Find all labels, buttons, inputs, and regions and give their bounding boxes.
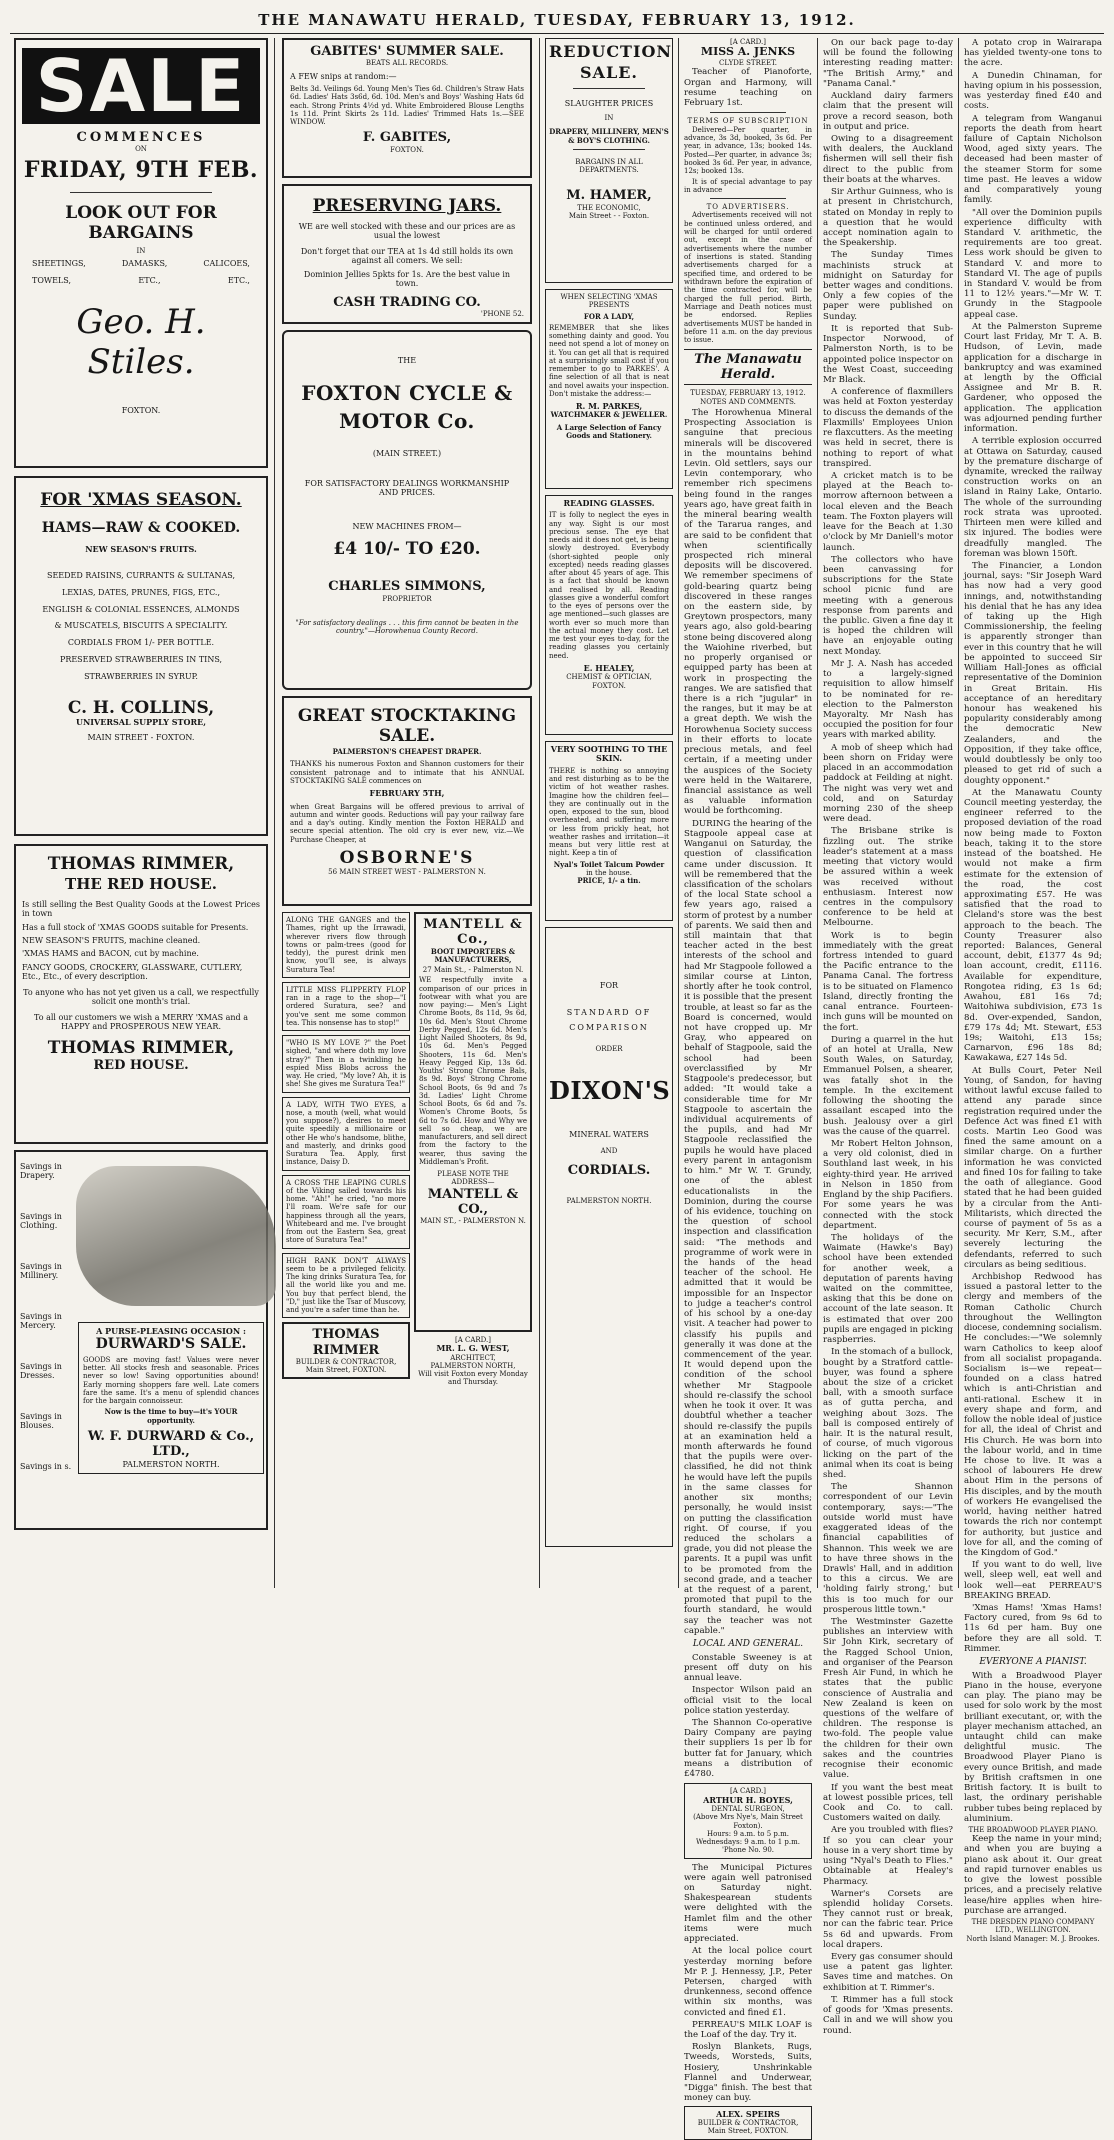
- column-4: [684, 38, 812, 2136]
- parkes-sub: WATCHMAKER & JEWELLER.: [550, 410, 668, 420]
- column-5: [823, 38, 953, 2036]
- col5-14: Mr Robert Helton Johnson, a very old colonist, died in Southland last week, in his eighty-third year. He arrived in Nelson in 1850 from England by the ship Pacifiers. For some years he was connected with the stock department.: [823, 1138, 953, 1231]
- gabites-ad: [282, 38, 532, 178]
- talcum-body: THERE is nothing so annoying and rest disturbing as to be the victim of hot weather rashes. Imagine how the children feel—they are continually out in the open, exposed to the sun, blood overheated, and suffering more or less from prickly heat, hot weather rashes and irritation—it means but very little rest at night. Keep a tin of: [549, 766, 669, 858]
- speirs-addr: Main Street, FOXTON.: [707, 2127, 789, 2136]
- collins-xmas-ad: [14, 476, 268, 836]
- local-general-heading: LOCAL AND GENERAL.: [692, 1639, 804, 1650]
- herald-paras-0: The Horowhenua Mineral Prospecting Association is sanguine that precious minerals will be discovered in the mountains behind Levin. Old settlers, says our Levin contemporary, who remember rich specimens being found in the ranges years ago, have great faith in the mineral bearing wealth of the Tararua ranges, and are said to be confident that when scientifically prospected rich mineral deposits will be discovered. We remember specimens of gold-bearing quartz being discovered in these ranges on the eastern side, by Greytown prospectors, many years ago, also gold-bearing stone being discovered along the Waiohine riverbed, but no properly organised or equipped party has been at work in prospecting the ranges. We are satisfied that there is a rich "jugular" in the ranges, but it may be at a great depth. We wish the Horowhenua Society success in their efforts to locate precious metals, and feel certain, if a meeting under the auspices of the Society were held in the Waitarere, financial assistance as well as valuable information would be forthcoming.: [684, 407, 812, 817]
- illustration-hand: [76, 1166, 276, 1306]
- rimmer-body-6: To all our customers we wish a MERRY 'XMAS and a HAPPY and PROSPEROUS NEW YEAR.: [34, 1012, 248, 1032]
- rimmer-sub: THE RED HOUSE.: [65, 875, 217, 894]
- mantell-please: PLEASE NOTE THE ADDRESS—: [437, 1170, 509, 1187]
- in-text: IN: [136, 246, 146, 255]
- healey-name: E. HEALEY,: [583, 662, 635, 673]
- terms-title: TERMS OF SUBSCRIPTION: [687, 117, 809, 126]
- durward-savings-2: Savings in Millinery.: [20, 1262, 62, 1281]
- pianist-body2: Keep the name in your mind; and when you are buying a piano ask about it. Our great and rapid turnover enables us to give the lowest possible prices, and a precisely relative lease/hire applies when hire-purchase are arranged.: [964, 1834, 1102, 1916]
- column-3: [545, 38, 673, 1588]
- talcum-inhouse: in the house.: [586, 868, 632, 877]
- collins-lines-1: LEXIAS, DATES, PRUNES, FIGS, ETC.,: [61, 587, 221, 597]
- durward-t1: A PURSE-PLEASING OCCASION :: [96, 1326, 246, 1336]
- mantell-ad: [414, 912, 532, 1387]
- cycle-name: FOXTON CYCLE & MOTOR Co.: [301, 381, 513, 434]
- col6-1: A Dunedin Chinaman, for having opium in his possession, was yesterday fined £40 and costs.: [964, 70, 1102, 112]
- stiles-sale-ad: [14, 38, 268, 468]
- suratura-items-2: "WHO IS MY LOVE ?" the Poet sighed, "and where doth my love stray?" Then in a twinkling he espied Miss Blobs across the way. He cried, "My love? Ah, it is she! She gives me Suratura Tea!": [282, 1035, 410, 1093]
- column-rule: [678, 38, 679, 1588]
- cash-trading-name: CASH TRADING CO.: [333, 294, 481, 310]
- dixon-name: DIXON'S: [549, 1076, 671, 1106]
- hamer-sub: THE ECONOMIC,: [577, 203, 641, 212]
- hamer-l3: DRAPERY, MILLINERY, MEN'S & BOY'S CLOTHING.: [549, 127, 669, 145]
- durward-body: GOODS are moving fast! Values were never better. All stocks fresh and seasonable. Prices never so low! Saving opportunities abound! Early morning shoppers fare well. Late comers fare the same. It's a menu of splendid chances for the bargain connoisseur.: [83, 1355, 259, 1406]
- preserving-title: PRESERVING JARS.: [312, 196, 502, 216]
- stiles-items-4: ETC.,: [138, 276, 161, 286]
- herald-localparas-6: Roslyn Blankets, Rugs, Tweeds, Worsteds, Suits, Hosiery, Unshrinkable Flannel and Underwear, "Digga" finish. The best that money can buy.: [684, 2042, 812, 2104]
- on-text: ON: [135, 145, 147, 154]
- rimmer-name-2: THOMAS RIMMER,: [47, 1037, 235, 1058]
- cycle-quote: "For satisfactory dealings . . . this firm cannot be beaten in the country."—Horowhenua County Record.: [295, 618, 519, 636]
- west-sub: ARCHITECT,: [450, 1353, 496, 1362]
- durward-now: Now is the time to buy—it's YOUR opportunity.: [104, 1407, 238, 1425]
- herald-localparas-1: Inspector Wilson paid an official visit to the local police station yesterday.: [684, 1685, 812, 1716]
- parkes-t1: WHEN SELECTING 'XMAS PRESENTS: [560, 293, 658, 310]
- healey-title: READING GLASSES.: [563, 498, 655, 508]
- jenks-street: CLYDE STREET.: [719, 59, 777, 68]
- durward-savings-3: Savings in Mercery.: [20, 1312, 62, 1331]
- rimmer2-addr: Main Street, FOXTON.: [305, 1366, 387, 1375]
- advertisers-body: Advertisements received will not be continued unless ordered, and will be charged for until ordered out, except in the case of advertisements where the number of insertions is stated. Standing advertisements charged for a specified time, and ordered to be withdrawn before the expiration of the time contracted for, will be charged the full period. Birth, Marriage and Death notices must be endorsed. Replies advertisements MUST be handed in before 11 a.m. on the day previous to issue.: [684, 211, 812, 345]
- sale-date: FRIDAY, 9TH FEB.: [23, 156, 259, 183]
- pianist-heading: EVERYONE A PIANIST.: [979, 1657, 1087, 1668]
- col6-5: A terrible explosion occurred at Ottawa on Saturday, caused by the premature discharge of dynamite, wrecked the railway construction works on an island in Rainy Lake, Ontario. The whole of the surrounding rock strata was uprooted. Thirteen men were killed and six injured. The bodies were dreadfully mangled. The foreman was blown 150ft.: [964, 436, 1102, 559]
- talcum-price: PRICE, 1/- a tin.: [577, 876, 641, 886]
- col5-7: A cricket match is to be played at the Beach to-morrow afternoon between a local eleven and the Beach team. The Foxton players will leave for the Beach at 1.30 o'clock by Mr Daniell's motor launch.: [823, 470, 953, 553]
- speirs-ad: [684, 2106, 812, 2140]
- pianist-sub: THE BROADWOOD PLAYER PIANO.: [968, 1826, 1098, 1835]
- osborne-sub: PALMERSTON'S CHEAPEST DRAPER.: [332, 747, 482, 757]
- col5-3: Sir Arthur Guinness, who is at present in Christchurch, stated on Monday in reply to a question that he would accept nomination again to the Speakership.: [823, 187, 953, 249]
- parkes-t2: FOR A LADY,: [583, 311, 635, 321]
- durward-title: DURWARD'S SALE.: [95, 1336, 247, 1353]
- rimmer-body-4: FANCY GOODS, CROCKERY, GLASSWARE, CUTLERY, Etc., Etc., of every description.: [22, 962, 243, 982]
- rimmer-builder-ad: [282, 1322, 410, 1379]
- suratura-items-5: HIGH RANK DON'T ALWAYS seem to be a privileged felicity. The king drinks Suratura Tea, for all the world like you and me. You buy that perfect blend, the "D," just like the Tsar of Muscovy, and you're a safer time than he.: [282, 1253, 410, 1319]
- lookout-text: LOOK OUT FOR BARGAINS: [65, 202, 217, 243]
- osborne-name: OSBORNE'S: [339, 847, 475, 868]
- col6-2: A telegram from Wanganui reports the death from heart failure of Captain Nicholson Wood, aged sixty years. The deceased had been master of the steamer Storm for some time past. He leaves a widow and comparatively young family.: [964, 113, 1102, 206]
- column-rule: [539, 38, 540, 1588]
- collins-lines-5: PRESERVED STRAWBERRIES IN TINS,: [59, 654, 223, 664]
- terms-body: Delivered—Per quarter, in advance, 3s 3d, booked, 3s 6d. Per year, in advance, 13s; booked 14s. Posted—Per quarter, in advance 3s; booked 3s 6d. Per year, in advance, 12s; booked 13s.: [684, 125, 812, 176]
- col6-6: The Financier, a London journal, says: "Sir Joseph Ward has now had a very good innings, and, notwithstanding his denial that he has any idea of taking up the High Commissionership, the feeling is apparently stronger than ever in this country that he will be appointed to succeed Sir William Hall-Jones as official representative of the Dominion in Great Britain. His acceptance of an hereditary honour has weakened his popularity considerably among the democratic New Zealanders, and the Opposition, if they take office, would doubtlessly be only too pleased to get rid of such a doughty opponent.": [964, 560, 1102, 786]
- west-card: [A CARD.]: [454, 1336, 491, 1344]
- rimmer-name: THOMAS RIMMER,: [47, 854, 235, 874]
- col5-4: The Sunday Times machinists struck at midnight on Saturday for better wages and conditions. Only a few copies of the paper were published on Sunday.: [823, 250, 953, 322]
- durward-savings-6: Savings in s.: [20, 1462, 72, 1471]
- boyes-addr: (Above Mrs Nye's, Main Street Foxton).: [693, 1813, 803, 1830]
- collins-lines-4: CORDIALS FROM 1/- PER BOTTLE.: [67, 638, 215, 648]
- herald-localparas-0: Constable Sweeney is at present off duty on his annual leave.: [684, 1652, 812, 1684]
- col5-18: The Westminster Gazette publishes an interview with Sir John Kirk, secretary of the Ragged School Union, and organiser of the Pearson Fresh Air Fund, in which he states that the public conscience of Australia and New Zealand is keen on questions of the welfare of children. The response is two-fold. The people value the children for their own sakes and the countries recognise their economic value.: [823, 1617, 953, 1781]
- osborne-stocktaking-ad: [282, 696, 532, 906]
- jenks-name: MISS A. JENKS: [700, 45, 796, 59]
- durward-place: PALMERSTON NORTH.: [122, 1459, 220, 1469]
- osborne-addr: 56 MAIN STREET WEST - PALMERSTON N.: [328, 867, 486, 876]
- collins-address: MAIN STREET - FOXTON.: [87, 733, 195, 743]
- sale-headline: SALE: [22, 48, 260, 124]
- collins-lines-2: ENGLISH & COLONIAL ESSENCES, ALMONDS: [42, 604, 240, 614]
- herald-localparas-5: PERREAU'S MILK LOAF is the Loaf of the day. Try it.: [684, 2019, 812, 2041]
- terms-note: It is of special advantage to pay in advance: [684, 177, 812, 194]
- boyes-hours: Hours: 9 a.m. to 5 p.m. Wednesdays: 9 a.m. to 1 p.m.: [696, 1829, 800, 1847]
- durward-savings-5: Savings in Blouses.: [20, 1412, 62, 1431]
- rimmer-body-3: 'XMAS HAMS and BACON, cut by machine.: [22, 949, 199, 959]
- osborne-title: GREAT STOCKTAKING SALE.: [297, 706, 517, 747]
- durward-text: [78, 1322, 264, 1474]
- mantell-addr2: MAIN ST., - PALMERSTON N.: [420, 1217, 526, 1226]
- durward-savings-0: Savings in Drapery.: [20, 1162, 62, 1181]
- col6-11: 'Xmas Hams! 'Xmas Hams! Factory cured, from 9s 6d to 11s 6d per ham. Buy one before they are all sold. T. Rimmer.: [964, 1603, 1102, 1654]
- gabites-beats: BEATS ALL RECORDS.: [365, 59, 449, 68]
- dixon-std: STANDARD OF COMPARISON: [566, 1008, 652, 1032]
- stiles-items-3: TOWELS,: [32, 276, 72, 286]
- durward-name: W. F. DURWARD & Co., LTD.,: [87, 1428, 255, 1460]
- boyes-name: ARTHUR H. BOYES,: [703, 1794, 793, 1805]
- suratura-items-4: A CROSS THE LEAPING CURLS of the Viking sailed towards his home. "Ah!" he cried, "no more I'll roam. We're safe for our happiness through all the years, Whitebeard and me. I've brought from out the Eastern Sea, great store of Suratura Tea!": [282, 1175, 410, 1249]
- column-6: [964, 38, 1102, 1943]
- rimmer-red-house-ad: [14, 844, 268, 1144]
- col6-8: At Bulls Court, Peter Neil Young, of Sandon, for having without lawful excuse failed to attend any parade since registration required under the Defence Act was fined £1 with costs. Martin Leo Good was fined the same amount on a similar charge. On a further information he was convicted and fined 10s for failing to take the oath of allegiance. Good stated that he had been guided by a circular from the Anti-Militarists, which directed the course of payment of 5s as a security. Mr Kerr, S.M., after severely lecturing the defendants, referred to such circulars as being seditious.: [964, 1065, 1102, 1270]
- boyes-card: [684, 1783, 812, 1858]
- rimmer2-name: THOMAS RIMMER: [312, 1327, 380, 1358]
- herald-notes: NOTES AND COMMENTS.: [700, 397, 796, 406]
- commences-text: COMMENCES: [76, 130, 206, 145]
- col5-6: A conference of flaxmillers was held at Foxton yesterday to discuss the demands of the Flaxmills' Employees Union re flaxcutters. As the meeting was held in secret, there is nothing to report of what transpired.: [823, 387, 953, 469]
- preserving-phone: 'PHONE 52.: [480, 310, 524, 318]
- col5-16: In the stomach of a bullock, bought by a Stratford cattle-buyer, was found a sphere about the size of a cricket ball, with a smooth surface as of gutta percha, and weighing about 3ozs. The ball is composed entirely of hair. It is the natural result, of course, of much vigorous licking on the part of the animal when its coat is being shed.: [823, 1347, 953, 1480]
- rimmer-body-0: Is still selling the Best Quality Goods at the Lowest Prices in town: [22, 899, 260, 919]
- healey-sub: CHEMIST & OPTICIAN,: [566, 673, 652, 682]
- durward-savings-4: Savings in Dresses.: [20, 1362, 62, 1381]
- rimmer-body-1: Has a full stock of 'XMAS GOODS suitable for Presents.: [22, 922, 249, 932]
- rimmer-sub-2: RED HOUSE.: [93, 1057, 189, 1073]
- cycle-sat: FOR SATISFACTORY DEALINGS WORKMANSHIP AND PRICES.: [304, 478, 510, 498]
- stiles-place: FOXTON.: [121, 405, 161, 415]
- west-card: [414, 1336, 532, 1387]
- pianist-body: With a Broadwood Player Piano in the house, everyone can play. The piano may be used for solo work by the most brilliant executant, or, with the player mechanism attached, an untaught child can make delightful music. The Broadwood Player Piano is every ounce British, and made by British craftsmen in one British factory. It is built to last, the ordinary perishable rubber tubes being replaced by aluminium.: [964, 1670, 1102, 1824]
- col5-1: Auckland dairy farmers claim that the present will prove a record season, both in output and price.: [823, 91, 953, 132]
- col5-21: Warner's Corsets are splendid holiday Corsets. They cannot rust or break, nor can the fabric tear. Price 5s 6d and upwards. From local drapers.: [823, 1888, 953, 1950]
- col5-10: A mob of sheep which had been shorn on Friday were placed in an accommodation paddock at Feilding at night. The night was very wet and cold, and on Saturday morning 230 of the sheep were dead.: [823, 742, 953, 825]
- col5-8: The collectors who have been canvassing for subscriptions for the State school picnic fund are meeting with a generous response from parents and the public. Given a fine day it is hoped the children will have an enjoyable outing next Monday.: [823, 554, 953, 657]
- col5-2: Owing to a disagreement with dealers, the Auckland fishermen will sell their fish direct to the public from their boats at the wharves.: [823, 133, 953, 185]
- collins-title: FOR 'XMAS SEASON.: [40, 490, 242, 510]
- preserving-l2: Don't forget that our TEA at 1s 4d still holds its own against all comers. We sell:: [300, 246, 514, 266]
- stiles-signature: Geo. H. Stiles.: [76, 301, 206, 382]
- gabites-intro: A FEW snips at random:—: [290, 71, 397, 81]
- rimmer-body-2: NEW SEASON'S FRUITS, machine cleaned.: [22, 936, 201, 946]
- col5-5: It is reported that Sub-Inspector Norwood, of Palmerston North, is to be appointed police inspector on the West Coast, succeeding Mr Black.: [823, 323, 953, 385]
- pianist-mgr: North Island Manager: M. J. Brookes.: [966, 1934, 1100, 1943]
- column-rule: [817, 38, 818, 1588]
- column-2: [282, 38, 532, 1588]
- cycle-price: £4 10/- TO £20.: [333, 539, 481, 560]
- collins-lines: [22, 568, 260, 686]
- talcum-ad: [545, 741, 673, 921]
- hamer-l2: IN: [604, 114, 614, 123]
- dixon-l1: MINERAL WATERS: [569, 1129, 649, 1139]
- preserving-jars-ad: [282, 184, 532, 324]
- preserving-l1: WE are well stocked with these and our prices are as usual the lowest: [298, 222, 516, 241]
- col5-20: Are you troubled with flies? If so you can clear your house in a very short time by using "Nyal's Death to Flies." Obtainable at Healey's Pharmacy.: [823, 1825, 953, 1887]
- mantell-name2: MANTELL & CO.,: [427, 1186, 519, 1217]
- speirs-sub: BUILDER & CONTRACTOR,: [697, 2119, 799, 2128]
- parkes-foot: A Large Selection of Fancy Goods and Stationery.: [556, 422, 662, 440]
- cycle-main: (MAIN STREET.): [372, 449, 442, 459]
- gabites-name: F. GABITES,: [362, 130, 452, 146]
- boyes-card: [A CARD.]: [729, 1787, 766, 1796]
- parkes-body: REMEMBER that she likes something dainty and good. You need not spend a lot of money on it. You can get all that is required at a surprisingly small cost if you remember to go to PARKES'. A fine selection of all that is neat and novel awaits your inspection. Don't mistake the address:—: [549, 323, 669, 398]
- collins-fruits: NEW SEASON'S FRUITS.: [85, 543, 197, 554]
- column-1: [14, 38, 268, 1588]
- col5-0: On our back page to-day will be found the following interesting reading matter: "The British Army," and "Panama Canal.": [823, 38, 953, 89]
- mantell-addr: 27 Main St., - Palmerston N.: [422, 966, 524, 975]
- col6-3: "All over the Dominion pupils experience difficulty with Standard V. arithmetic, the requirements are too great. Less work should be given to Standard V. and more to Standard VI. The age of pupils in Standard V. would be from 11 to 12½ years."—Mr W. T. Grundy in the Stagpoole appeal case.: [964, 207, 1102, 320]
- hamer-reduction-ad: [545, 38, 673, 283]
- savings-list: [16, 1152, 74, 1528]
- stiles-items-1: DAMASKS,: [121, 258, 168, 268]
- col5-15: The holidays of the Waimate (Hawke's Bay) school have been extended for another week, a deputation of parents having waited on the committee, asking that this be done on account of the late season. It is estimated that over 200 pupils are engaged in picking raspberries.: [823, 1232, 953, 1346]
- jenks-card: [A CARD.]: [729, 38, 766, 46]
- col5-9: Mr J. A. Nash has acceded to a largely-signed requisition to allow himself to be nominated for re-election to the Palmerston Mayoralty. Mr Nash has occupied the position for four years with marked ability.: [823, 658, 953, 741]
- column-rule: [958, 38, 959, 1588]
- boyes-sub: DENTAL SURGEON,: [711, 1805, 785, 1814]
- speirs-name: ALEX. SPEIRS: [716, 2108, 780, 2119]
- boyes-phone: 'Phone No. 90.: [721, 1846, 775, 1855]
- gabites-place: FOXTON.: [390, 145, 424, 154]
- suratura-items-1: LITTLE MISS FLIPPERTY FLOP ran in a rage to the shop—"I ordered Suratura, see? and you've sent me some common tea. This nonsense has to stop!": [282, 982, 410, 1031]
- dixon-l2: CORDIALS.: [567, 1163, 651, 1179]
- dixon-ad: [545, 927, 673, 1547]
- hamer-title: REDUCTION SALE.: [549, 42, 673, 82]
- masthead: THE MANAWATU HERALD, TUESDAY, FEBRUARY 13, 1912.: [10, 12, 1104, 34]
- collins-name: C. H. COLLINS,: [67, 697, 215, 718]
- dixon-place: PALMERSTON NORTH.: [566, 1196, 652, 1205]
- collins-hams: HAMS—RAW & COOKED.: [41, 520, 241, 537]
- herald-localparas-2: The Shannon Co-operative Dairy Company are paying their suppliers 1s per lb for butter fat for January, which means a distribution of £4780.: [684, 1718, 812, 1780]
- west-body: Will visit Foxton every Monday and Thursday.: [418, 1370, 528, 1387]
- cycle-new: NEW MACHINES FROM—: [352, 521, 462, 531]
- gabites-title: GABITES' SUMMER SALE.: [310, 44, 504, 59]
- parkes-ad: [545, 289, 673, 489]
- hamer-l1: SLAUGHTER PRICES: [564, 98, 654, 108]
- col5-23: T. Rimmer has a full stock of goods for 'Xmas presents. Call in and we will show you round.: [823, 1994, 953, 2036]
- col5-13: During a quarrel in the hut of an hotel at Uralla, New South Wales, on Saturday, Emmanuel Polsen, a shearer, was fatally shot in the temple. In the excitement following the shooting the assailant escaped into the bush. Jealousy over a girl was the cause of the quarrel.: [823, 1034, 953, 1137]
- parkes-name: R. M. PARKES,: [575, 401, 643, 411]
- stiles-items-2: CALICOES,: [203, 258, 250, 268]
- col5-19: If you want the best meat at lowest possible prices, tell Cook and Co. to call. Customers waited on daily.: [823, 1782, 953, 1824]
- col5-17: The Shannon correspondent of our Levin contemporary, says:—"The outside world must have exaggerated ideas of the financial capabilities of Shannon. This week we are to have three shows in the Drawls' Hall, and in addition to this a circus. We are 'holding fairly strong,' but this is too much for our prosperous little town.": [823, 1482, 953, 1615]
- hamer-name: M. HAMER,: [566, 188, 652, 204]
- dixon-and: AND: [600, 1147, 618, 1156]
- col2-lower: [282, 912, 532, 1387]
- healey-body: IT is folly to neglect the eyes in any way. Sight is our most precious sense. The eye that needs aid it does not get, is being slowly destroyed. Everybody (short-sighted people only excepted) needs reading glasses after about 45 years of age. This is a fact that should be known and realised by all. Reading glasses give a wonderful comfort to the eyes of persons over the age mentioned—such glasses are worth ever so much more than the actual money they cost. Let me test your eyes to-day, for the reading glasses you certainly need.: [549, 511, 669, 660]
- stiles-items-0: SHEETINGS,: [32, 258, 86, 268]
- collins-store: UNIVERSAL SUPPLY STORE,: [75, 716, 206, 727]
- herald-localparas-4: At the local police court yesterday morning before Mr P. J. Hennessy, J.P., Peter Petersen, charged with drunkenness, second offence within six months, was convicted and fined £1.: [684, 1946, 812, 2018]
- col6-4: At the Palmerston Supreme Court last Friday, Mr T. A. B. Hudson, of Levin, made application for a discharge in bankruptcy and was examined at length by the Official Assignee and Mr B. R. Gardener, who opposed the application. The application was adjourned pending further information.: [964, 321, 1102, 435]
- osborne-body: THANKS his numerous Foxton and Shannon customers for their consistent patronage and to intimate that his ANNUAL STOCKTAKING SALE commences on: [290, 760, 524, 785]
- rimmer2-sub: BUILDER & CONTRACTOR,: [295, 1357, 397, 1366]
- suratura-items-3: A LADY, WITH TWO EYES, a nose, a mouth (well, what would you suppose?), desires to meet quite speedily a millionaire or other He who's handsome, blithe, and masterly, and drinks good Suratura Tea. Apply, first instance, Daisy D.: [282, 1097, 410, 1171]
- col5-11: The Brisbane strike is fizzling out. The strike leader's statement at a mass meeting that victory would be assured within a week was received without enthusiasm. Interest now centres in the compulsory conference to be held at Melbourne.: [823, 826, 953, 929]
- col5-12: Work is to begin immediately with the great fortress intended to guard the Pacific entrance to the Panama Canal. The fortress is to be situated on Flamenco Island, directly fronting the canal entrance. Fourteen-inch guns will be mounted on the fort.: [823, 930, 953, 1033]
- gabites-body: Belts 3d. Veilings 6d. Young Men's Ties 6d. Children's Straw Hats 6d. Ladies' Hats 3s6d, 6d. 10d. Men's and Boys' Washing Hats 6d each. Strong Prints 4½d yd. White Embroidered Blouse Lengths 1s 11d. Print Skirts 2s 11d. Ladies' Trimmed Hats 1s.—SEE WINDOW.: [290, 85, 524, 127]
- talcum-title: VERY SOOTHING TO THE SKIN.: [550, 744, 668, 764]
- pianist-name: THE DRESDEN PIANO COMPANY LTD., WELLINGTON.: [971, 1918, 1095, 1935]
- col6-0: A potato crop in Wairarapa has yielded twenty-one tons to the acre.: [964, 38, 1102, 69]
- col6-10: If you want to do well, live well, sleep well, eat well and look well—eat PERREAU'S BREAKING BREAD.: [964, 1560, 1102, 1601]
- hamer-addr: Main Street - - Foxton.: [568, 211, 650, 220]
- collins-lines-0: SEEDED RAISINS, CURRANTS & SULTANAS,: [46, 571, 236, 580]
- foxton-cycle-ad: [282, 330, 532, 690]
- suratura-ads: [282, 912, 410, 1387]
- osborne-date: FEBRUARY 5TH,: [369, 788, 445, 799]
- column-rule: [274, 38, 275, 1588]
- herald-paras-1: DURING the hearing of the Stagpoole appeal case at Wanganui on Saturday, the question of classification came under discussion. It will be remembered that the classification of the scholars of the local State school a few years ago, raised a storm of protest by a number of parents. We said then and still maintain that that teacher acted in the best interests of the school and had Mr Stagpoole followed a similar course at Linton, shortly after he took control, it is possible that the present trouble, at least so far as the Board is concerned, would not have cropped up. Mr Gray, who appeared on behalf of Stagpoole, said the school had been overclassified by Mr Stagpoole's predecessor, but added: "It would take a considerable time for Mr Stagpoole to ascertain the individual acquirements of the pupils, and had Mr Stagpoole reclassified the pupils he would have placed every parent in antagonism to him." Mr W. T. Grundy, one of the ablest educationalists in the Dominion, during the course of his evidence, touching on the question of school inspection and classification said: "The methods and programme of work were in the hands of the head teacher of the school. He admitted that it would be impossible for an Inspector to judge a teacher's control of his school by a one-day visit. A teacher had power to classify his pupils and generally it was done at the commencement of the year. It would depend upon the condition of the school whether Mr Stagpoole should re-classify the school when he took it over. It was doubtful whether a teacher should re-classify the pupils at an examination held a month afterwards he found that the pupils were over-classified, he did not think he would have left the pupils in the same classes for another six months; personally, he would insist on putting the classification right. Of course, if you reduced the scholars a grade, you did not please the parents. It a pupil was unfit to be promoted from the second grade, and a teacher at the request of a parent, promoted that pupil to the fourth standard, he would say the teacher was not capable.": [684, 818, 812, 1636]
- collins-lines-3: & MUSCATELS, BISCUITS A SPECIALITY.: [54, 621, 228, 631]
- mantell-name: MANTELL & Co.,: [423, 917, 523, 948]
- mantell-body: WE respectfully invite a comparison of our prices in footwear with what you are now paying:— Men's Light Chrome Boots, 8s 11d, 9s 6d, 10s 6d. Men's Stout Chrome Derby Pegged, 12s 6d. Men's Light Nailed Shooters, 8s 9d, 10s 6d. Men's Pegged Shooters, 11s 6d. Men's Heavy Pegged Kip, 13s 6d. Youths' Strong Chrome Bals, 8s 9d. Boys' Strong Chrome School Boots, 6s 9d and 7s 3d. Ladies' Light Chrome School Boots, 6s 6d and 7s. Women's Chrome Boots, 5s 6d to 7s 6d. How and Why we sell so cheap, we are manufacturers, and sell direct from the factory to the wearer, thus saving the Middleman's Profit.: [419, 976, 527, 1166]
- advertisers-title: TO ADVERTISERS.: [706, 203, 790, 212]
- col5-22: Every gas consumer should use a patent gas lighter. Saves time and matches. On exhibition at T. Rimmer's.: [823, 1952, 953, 1993]
- west-name: MR. L. G. WEST,: [436, 1343, 510, 1354]
- herald-date: TUESDAY, FEBRUARY 13, 1912.: [690, 389, 806, 398]
- healey-glasses-ad: [545, 495, 673, 735]
- durward-savings-1: Savings in Clothing.: [20, 1212, 62, 1231]
- hamer-l4: BARGAINS IN ALL DEPARTMENTS.: [575, 157, 643, 175]
- osborne-body2: when Great Bargains will be offered previous to arrival of autumn and winter goods. Reductions will pay your railway fare and a day's outing. Kindly mention the Foxton HERALD and secure special attention. The old cry is ever new, viz.—We Purchase Cheaper, at: [290, 802, 524, 844]
- talcum-prod: Nyal's Toilet Talcum Powder: [553, 859, 665, 869]
- col6-7: At the Manawatu County Council meeting yesterday, the engineer referred to the proposed deviation of the road now being made to Foxton beach, taking it to the store instead of the boatshed. He would not make a firm estimate for the extension of the road, the cost approximating £57. He was satisfied that the road to Cleland's store was the best approach to the beach. The County Treasurer also reported: Balances, General account, debit, £1377 4s 9d; loan account, credit, £1116. Available for expenditure, Rongotea riding, £3 1s 6d; Awahou, £81 16s 7d; Waitohiwa subdivision, £73 1s 8d. Over-expended, Sandon, £79 17s 4d; Mt. Stewart, £53 19s; Waitohi, £13 15s; Carnarvon, £96 18s 8d; Kawakawa, £27 14s 5d.: [964, 787, 1102, 1064]
- mantell-sub: BOOT IMPORTERS & MANUFACTURERS,: [430, 946, 516, 964]
- west-place: PALMERSTON NORTH,: [430, 1361, 516, 1370]
- stiles-items-5: ETC.,: [227, 276, 250, 286]
- dixon-for: FOR: [599, 981, 619, 990]
- herald-localparas-3: The Municipal Pictures were again well patronised on Saturday night. Shakespearean students were delighted with the Hamlet film and the other items were much appreciated.: [684, 1862, 812, 1945]
- jenks-body: Teacher of Pianoforte, Organ and Harmony, will resume teaching on February 1st.: [684, 67, 812, 109]
- herald-title: The Manawatu Herald.: [694, 351, 802, 383]
- col6-9: Archbishop Redwood has issued a pastoral letter to the clergy and members of the Roman Catholic Church throughout the Wellington diocese, condemning socialism. He concludes:—"We solemnly warn Catholics to keep aloof from all socialist propaganda. Socialism is—we repeat—founded on a class hatred which is anti-Christian and anti-rational. Eschew it in every shape and form, and follow the noble ideal of justice for all, the ideal of Christ and His Church. He was born into the labour world, and in time He chose to live. It was a school of labourers He drew about Him in the persons of His disciples, and by the mouth of workers He evangelised the world, having neither hatred towards the rich nor contempt for authority, but justice and love for all, and the coming of the Kingdom of God.": [964, 1272, 1102, 1558]
- suratura-items-0: ALONG THE GANGES and the Thames, right up the Irrawadi, wherever rivers flow through towns or palm-trees (good for teddy), the purest drink men know, you'll see, is always Suratura Tea!: [282, 912, 410, 978]
- cycle-proprietor: CHARLES SIMMONS,: [328, 579, 486, 595]
- rimmer-body-5: To anyone who has not yet given us a call, we respectfully solicit one month's trial.: [23, 987, 259, 1007]
- cycle-proprietor: PROPRIETOR: [382, 594, 432, 603]
- healey-place: FOXTON.: [592, 681, 626, 690]
- durward-sale-ad: [14, 1150, 268, 1530]
- dixon-order: ORDER: [595, 1045, 623, 1054]
- collins-lines-6: STRAWBERRIES IN SYRUP.: [84, 671, 198, 681]
- cycle-the: THE: [397, 356, 417, 365]
- preserving-l3: Dominion Jellies 5pkts for 1s. Are the best value in town.: [303, 269, 511, 289]
